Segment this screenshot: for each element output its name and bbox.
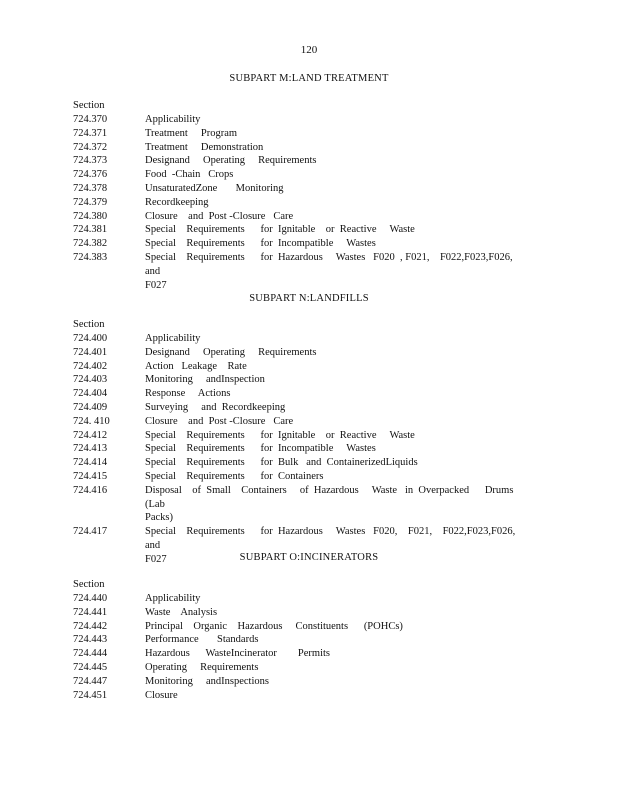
page-number: 120	[300, 44, 318, 56]
section-number: 724.383	[73, 251, 108, 263]
section-number: 724.440	[73, 593, 108, 604]
section-number: 724.414	[73, 457, 108, 469]
section-row	[73, 127, 528, 141]
section-row	[73, 592, 528, 606]
section-title: Food -Chain Crops	[145, 169, 234, 181]
section-number: 724.372	[73, 141, 108, 153]
section-title: Recordkeeping	[145, 196, 209, 208]
section-number: 724.402	[73, 360, 108, 372]
subpart-o-section-list	[73, 578, 528, 702]
section-number: 724.445	[73, 661, 108, 673]
section-label: Section	[73, 579, 105, 590]
section-title: UnsaturatedZone Monitoring	[145, 182, 284, 194]
section-title: Disposal of Small Containers of Hazardous Waste in Overpacked Drums (Lab Packs)	[145, 484, 514, 524]
section-title: Response Actions	[145, 388, 231, 400]
section-row	[73, 689, 528, 703]
section-row	[73, 401, 528, 415]
section-title: Surveying and Recordkeeping	[145, 401, 286, 413]
section-title: Special Requirements for Ignitable or Reactive Waste	[145, 224, 415, 236]
section-number: 724.400	[73, 333, 108, 344]
section-title: Action Leakage Rate	[145, 360, 247, 372]
section-number: 724.373	[73, 155, 108, 167]
section-title: Special Requirements for Ignitable or Reactive Waste	[145, 429, 415, 441]
section-title: Waste Analysis	[145, 606, 218, 618]
section-title: Special Requirements for Hazardous Wastes F020 , F021, F022,F023,F026, and F027	[145, 251, 513, 291]
section-row	[73, 620, 528, 634]
section-row	[73, 373, 528, 387]
section-row	[73, 606, 528, 620]
section-row	[73, 415, 528, 429]
section-title: Monitoring andInspection	[145, 374, 265, 386]
section-row	[73, 154, 528, 168]
section-number: 724.409	[73, 401, 108, 413]
section-row	[73, 237, 528, 251]
section-title: Closure	[145, 689, 178, 701]
section-number: 724.447	[73, 675, 108, 687]
section-number: 724.443	[73, 634, 108, 646]
section-number: 724.417	[73, 526, 108, 538]
subpart-n-heading: SUBPART N:LANDFILLS	[249, 293, 369, 304]
section-row	[73, 387, 528, 401]
section-number: 724.403	[73, 374, 108, 386]
section-number: 724.416	[73, 484, 108, 496]
section-row	[73, 675, 528, 689]
subpart-o-heading: SUBPART O:INCINERATORS	[239, 552, 379, 563]
section-label: Section	[73, 319, 105, 330]
section-number: 724.412	[73, 429, 108, 441]
section-title: Closure and Post -Closure Care	[145, 210, 294, 222]
section-row	[73, 360, 528, 374]
section-title: Designand Operating Requirements	[145, 155, 317, 167]
section-row	[73, 346, 528, 360]
section-number: 724.442	[73, 620, 108, 632]
section-number: 724.451	[73, 689, 108, 701]
section-row	[73, 251, 528, 292]
section-title: Special Requirements for Hazardous Wastes F020, F021, F022,F023,F026, and F027	[145, 526, 516, 565]
subpart-n-section-list	[73, 318, 528, 567]
section-row	[73, 182, 528, 196]
section-number: 724.376	[73, 169, 108, 181]
section-number: 724.381	[73, 224, 108, 236]
section-row	[73, 196, 528, 210]
section-number: 724.444	[73, 648, 108, 660]
subpart-m-heading: SUBPART M:LAND TREATMENT	[229, 73, 389, 84]
section-title: Special Requirements for Incompatible Wastes	[145, 443, 376, 455]
section-row	[73, 332, 528, 346]
section-title: Operating Requirements	[145, 661, 259, 673]
section-row	[73, 633, 528, 647]
section-number: 724.382	[73, 238, 108, 250]
section-number: 724.413	[73, 443, 108, 455]
section-row	[73, 647, 528, 661]
section-row	[73, 223, 528, 237]
section-row	[73, 470, 528, 484]
section-number: 724.380	[73, 210, 108, 222]
subpart-m-section-list	[73, 99, 528, 292]
section-label: Section	[73, 100, 105, 111]
section-number: 724.441	[73, 606, 108, 618]
section-title: Monitoring andInspections	[145, 675, 269, 687]
section-title: Principal Organic Hazardous Constituents (POHCs)	[145, 620, 403, 632]
section-title: Hazardous WasteIncinerator Permits	[145, 648, 330, 660]
section-row	[73, 429, 528, 443]
section-title: Special Requirements for Bulk and ContainerizedLiquids	[145, 457, 418, 469]
section-number: 724.379	[73, 196, 108, 208]
section-title: Special Requirements for Incompatible Wastes	[145, 238, 376, 250]
section-title: Treatment Program	[145, 127, 238, 139]
section-row	[73, 442, 528, 456]
section-row	[73, 141, 528, 155]
section-number: 724.404	[73, 388, 108, 400]
section-number: 724. 410	[73, 415, 110, 427]
section-title: Treatment Demonstration	[145, 141, 264, 153]
section-title: Applicability	[145, 333, 201, 344]
section-title: Designand Operating Requirements	[145, 346, 317, 358]
section-title: Applicability	[145, 593, 201, 604]
section-title: Special Requirements for Containers	[145, 470, 324, 482]
section-row	[73, 484, 528, 525]
section-title: Performance Standards	[145, 634, 259, 646]
section-number: 724.371	[73, 127, 108, 139]
section-number: 724.378	[73, 182, 108, 194]
section-row	[73, 661, 528, 675]
section-title: Closure and Post -Closure Care	[145, 415, 294, 427]
section-row	[73, 210, 528, 224]
section-row	[73, 113, 528, 127]
section-number: 724.401	[73, 346, 108, 358]
section-row	[73, 168, 528, 182]
section-row	[73, 456, 528, 470]
section-number: 724.415	[73, 470, 108, 482]
section-title: Applicability	[145, 114, 201, 125]
section-number: 724.370	[73, 114, 108, 125]
